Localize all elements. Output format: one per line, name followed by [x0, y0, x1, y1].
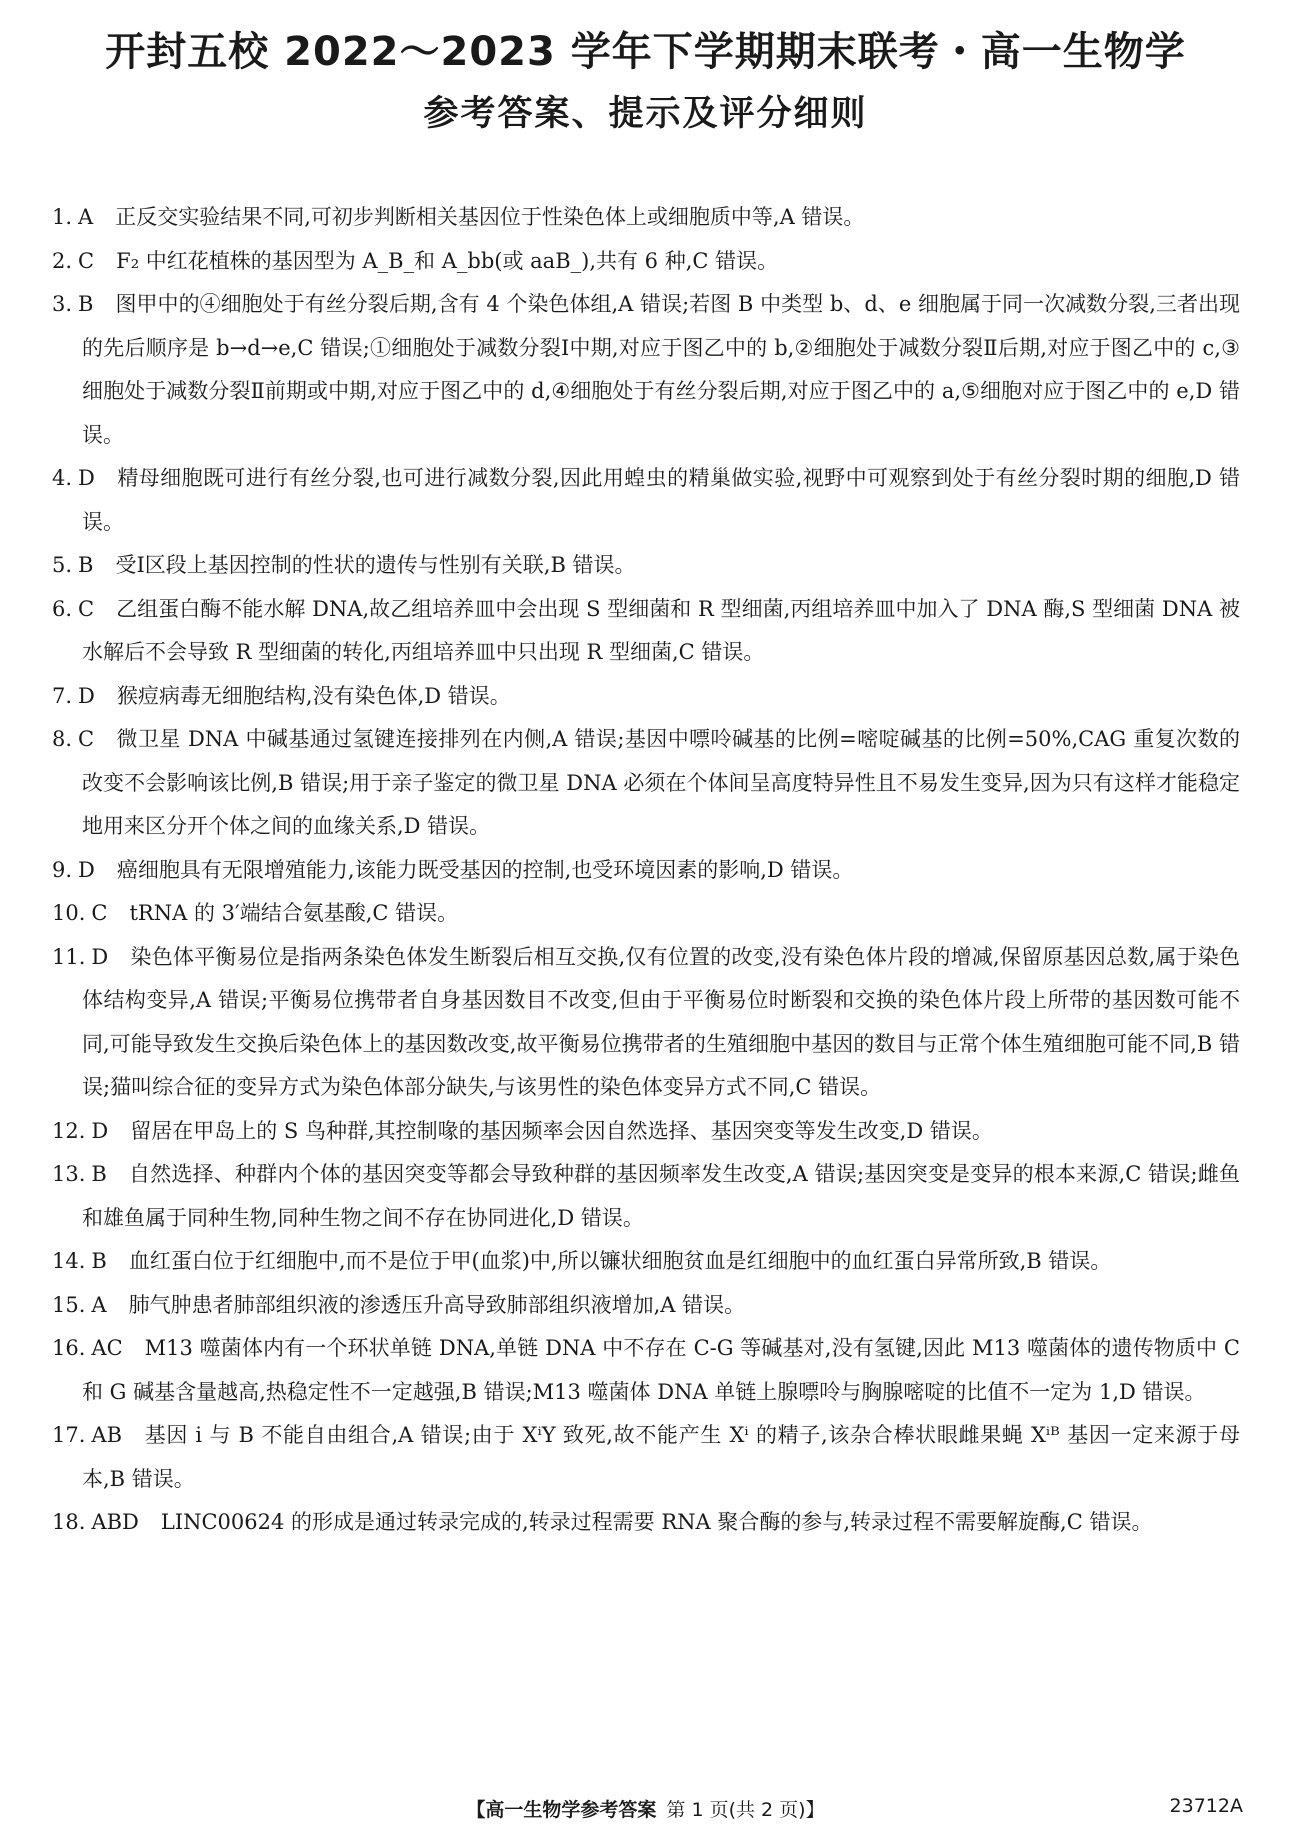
answer-lead [52, 205, 115, 229]
answer-explanation: 肺气肿患者肺部组织液的渗透压升高导致肺部组织液增加,A 错误。 [128, 1292, 746, 1317]
answer-explanation: tRNA 的 3′端结合氨基酸,C 错误。 [129, 901, 459, 925]
answer-item [52, 1153, 1240, 1240]
question-number: 14. [52, 1249, 86, 1273]
answer-choice: C [78, 248, 95, 273]
answer-explanation: 自然选择、种群内个体的基因突变等都会导致种群的基因频率发生改变,A 错误;基因突变是变异的根本来源,C 错误;雌鱼和雄鱼属于同种生物,同种生物之间不存在协同进化,D 错误。 [82, 1162, 1240, 1230]
answer-explanation: LINC00624 的形成是通过转录完成的,转录过程需要 RNA 聚合酶的参与,转录过程不需要解旋酶,C 错误。 [160, 1510, 1153, 1534]
answer-item [52, 892, 1240, 936]
question-number: 3. [52, 292, 73, 316]
answer-item [52, 1327, 1240, 1414]
answer-explanation: 癌细胞具有无限增殖能力,该能力既受基因的控制,也受环境因素的影响,D 错误。 [116, 857, 854, 882]
question-number: 6. [52, 596, 73, 621]
answer-item [52, 588, 1240, 675]
answer-choice: B [78, 553, 94, 577]
answer-lead [52, 466, 117, 490]
answer-explanation: 正反交实验结果不同,可初步判断相关基因位于性染色体上或细胞质中等,A 错误。 [115, 205, 865, 229]
answer-choice: D [78, 683, 95, 708]
answer-explanation: 乙组蛋白酶不能水解 DNA,故乙组培养皿中会出现 S 型细菌和 R 型细菌,丙组培养皿中加入了 DNA 酶,S 型细菌 DNA 被水解后不会导致 R 型细菌的转化,丙组培养皿中只出现 R 型细菌,C 错误。 [82, 596, 1240, 664]
answer-item [52, 1501, 1240, 1545]
answer-item [52, 718, 1240, 849]
answer-lead [52, 553, 115, 577]
answer-choice: C [91, 901, 108, 925]
question-number: 17. [52, 1423, 86, 1447]
answer-lead [52, 1249, 129, 1273]
answer-item [52, 675, 1240, 719]
answer-choice: A [91, 1292, 107, 1317]
answer-lead [52, 858, 117, 882]
answer-item [52, 196, 1240, 240]
answer-item [52, 240, 1240, 284]
question-number: 1. [52, 205, 73, 229]
answer-lead [52, 1423, 144, 1447]
answer-item [52, 283, 1240, 457]
answer-item [52, 1414, 1240, 1501]
answer-explanation: 染色体平衡易位是指两条染色体发生断裂后相互交换,仅有位置的改变,没有染色体片段的增减,保留原基因总数,属于染色体结构变异,A 错误;平衡易位携带者自身基因数目不改变,但由于平衡易位时断裂和交换的染色体片段上所带的基因数可能不同,可能导致发生交换后染色体上的基因数改变,故平衡易位携带者的生殖细胞中基因的数目与正常个体生殖细胞可能不同,B 错误;猫叫综合征的变异方式为染色体部分缺失,与该男性的染色体变异方式不同,C 错误。 [82, 944, 1240, 1099]
footer-page-number: 第 1 页(共 2 页)】 [666, 1799, 825, 1821]
answer-choice: C [78, 596, 95, 621]
document-title: 开封五校 2022～2023 学年下学期期末联考・高一生物学 [105, 29, 1186, 75]
answer-lead [52, 945, 130, 969]
answer-lead [52, 1510, 161, 1534]
answer-choice: ABD [91, 1510, 139, 1534]
answer-lead [52, 249, 116, 273]
answer-lead [52, 1162, 129, 1186]
answer-lead [52, 1119, 130, 1143]
answer-choice: D [78, 857, 95, 882]
answer-choice: D [91, 1118, 109, 1143]
footer-label: 【高一生物学参考答案 [466, 1799, 657, 1821]
answer-explanation: 微卫星 DNA 中碱基通过氢键连接排列在内侧,A 错误;基因中嘌呤碱基的比例=嘧啶碱基的比例=50%,CAG 重复次数的改变不会影响该比例,B 错误;用于亲子鉴定的微卫星 DNA 必须在个体间呈高度特异性且不易发生变异,因为只有这样才能稳定地用来区分开个体之间的血缘关系,D 错误。 [82, 727, 1240, 838]
answer-item [52, 1240, 1240, 1284]
question-number: 13. [52, 1162, 86, 1186]
answer-item [52, 1284, 1240, 1328]
question-number: 15. [52, 1292, 86, 1317]
answer-lead [52, 727, 116, 751]
question-number: 12. [52, 1118, 86, 1143]
answer-lead [52, 901, 129, 925]
answer-item [52, 849, 1240, 893]
document-subtitle: 参考答案、提示及评分细则 [423, 94, 868, 134]
question-number: 10. [52, 901, 86, 925]
answer-choice: AC [91, 1336, 123, 1360]
answer-item [52, 936, 1240, 1110]
answer-choice: AB [91, 1423, 123, 1447]
answer-choice: A [78, 205, 94, 229]
question-number: 18. [52, 1510, 86, 1534]
answer-choice: B [91, 1249, 107, 1273]
question-number: 7. [52, 683, 73, 708]
question-number: 8. [52, 727, 73, 751]
answer-choice: B [91, 1162, 107, 1186]
question-number: 2. [52, 248, 73, 273]
answer-choice: B [78, 292, 94, 316]
answer-lead [52, 1293, 129, 1317]
answer-explanation: M13 噬菌体内有一个环状单链 DNA,单链 DNA 中不存在 C-G 等碱基对,没有氢键,因此 M13 噬菌体的遗传物质中 C 和 G 碱基含量越高,热稳定性不一定越强,B 错误;M13 噬菌体 DNA 单链上腺嘌呤与胸腺嘧啶的比值不一定为 1,D 错误。 [82, 1336, 1240, 1404]
answer-explanation: 猴痘病毒无细胞结构,没有染色体,D 错误。 [116, 683, 511, 708]
answer-lead [52, 597, 116, 621]
answer-choice: C [78, 727, 95, 751]
question-number: 4. [52, 466, 73, 490]
answer-explanation: 基因 i 与 B 不能自由组合,A 错误;由于 XⁱY 致死,故不能产生 Xⁱ 的精子,该杂合棒状眼雌果蝇 Xⁱᴮ 基因一定来源于母本,B 错误。 [82, 1423, 1240, 1491]
question-number: 5. [52, 553, 73, 577]
answer-lead [52, 292, 115, 316]
answer-lead [52, 1336, 145, 1360]
answer-item [52, 544, 1240, 588]
answer-choice: D [78, 466, 95, 490]
answer-list [52, 196, 1240, 1545]
answer-item [52, 457, 1240, 544]
answer-explanation: 受Ⅰ区段上基因控制的性状的遗传与性别有关联,B 错误。 [115, 553, 636, 577]
page-footer [0, 1795, 1291, 1822]
answer-explanation: 血红蛋白位于红细胞中,而不是位于甲(血浆)中,所以镰状细胞贫血是红细胞中的血红蛋白异常所致,B 错误。 [128, 1249, 1112, 1273]
answer-choice: D [91, 944, 109, 969]
question-number: 16. [52, 1336, 86, 1360]
answer-lead [52, 684, 117, 708]
answer-explanation: 图甲中的④细胞处于有丝分裂后期,含有 4 个染色体组,A 错误;若图 B 中类型 b、d、e 细胞属于同一次减数分裂,三者出现的先后顺序是 b→d→e,C 错误;①细胞处于减数分裂Ⅰ中期,对应于图乙中的 b,②细胞处于减数分裂Ⅱ后期,对应于图乙中的 c,③细胞处于减数分裂Ⅱ前期或中期,对应于图乙中的 d,④细胞处于有丝分裂后期,对应于图乙中的 a,⑤细胞对应于图乙中的 e,D 错误。 [82, 292, 1240, 447]
answer-item [52, 1110, 1240, 1154]
question-number: 11. [52, 944, 86, 969]
question-number: 9. [52, 857, 73, 882]
answer-explanation: F₂ 中红花植株的基因型为 A_B_和 A_bb(或 aaB_),共有 6 种,C 错误。 [116, 248, 779, 273]
answer-explanation: 精母细胞既可进行有丝分裂,也可进行减数分裂,因此用蝗虫的精巢做实验,视野中可观察到处于有丝分裂时期的细胞,D 错误。 [82, 466, 1240, 534]
document-code: 23712A [1169, 1795, 1243, 1817]
answer-explanation: 留居在甲岛上的 S 鸟种群,其控制喙的基因频率会因自然选择、基因突变等发生改变,D 错误。 [130, 1118, 993, 1143]
